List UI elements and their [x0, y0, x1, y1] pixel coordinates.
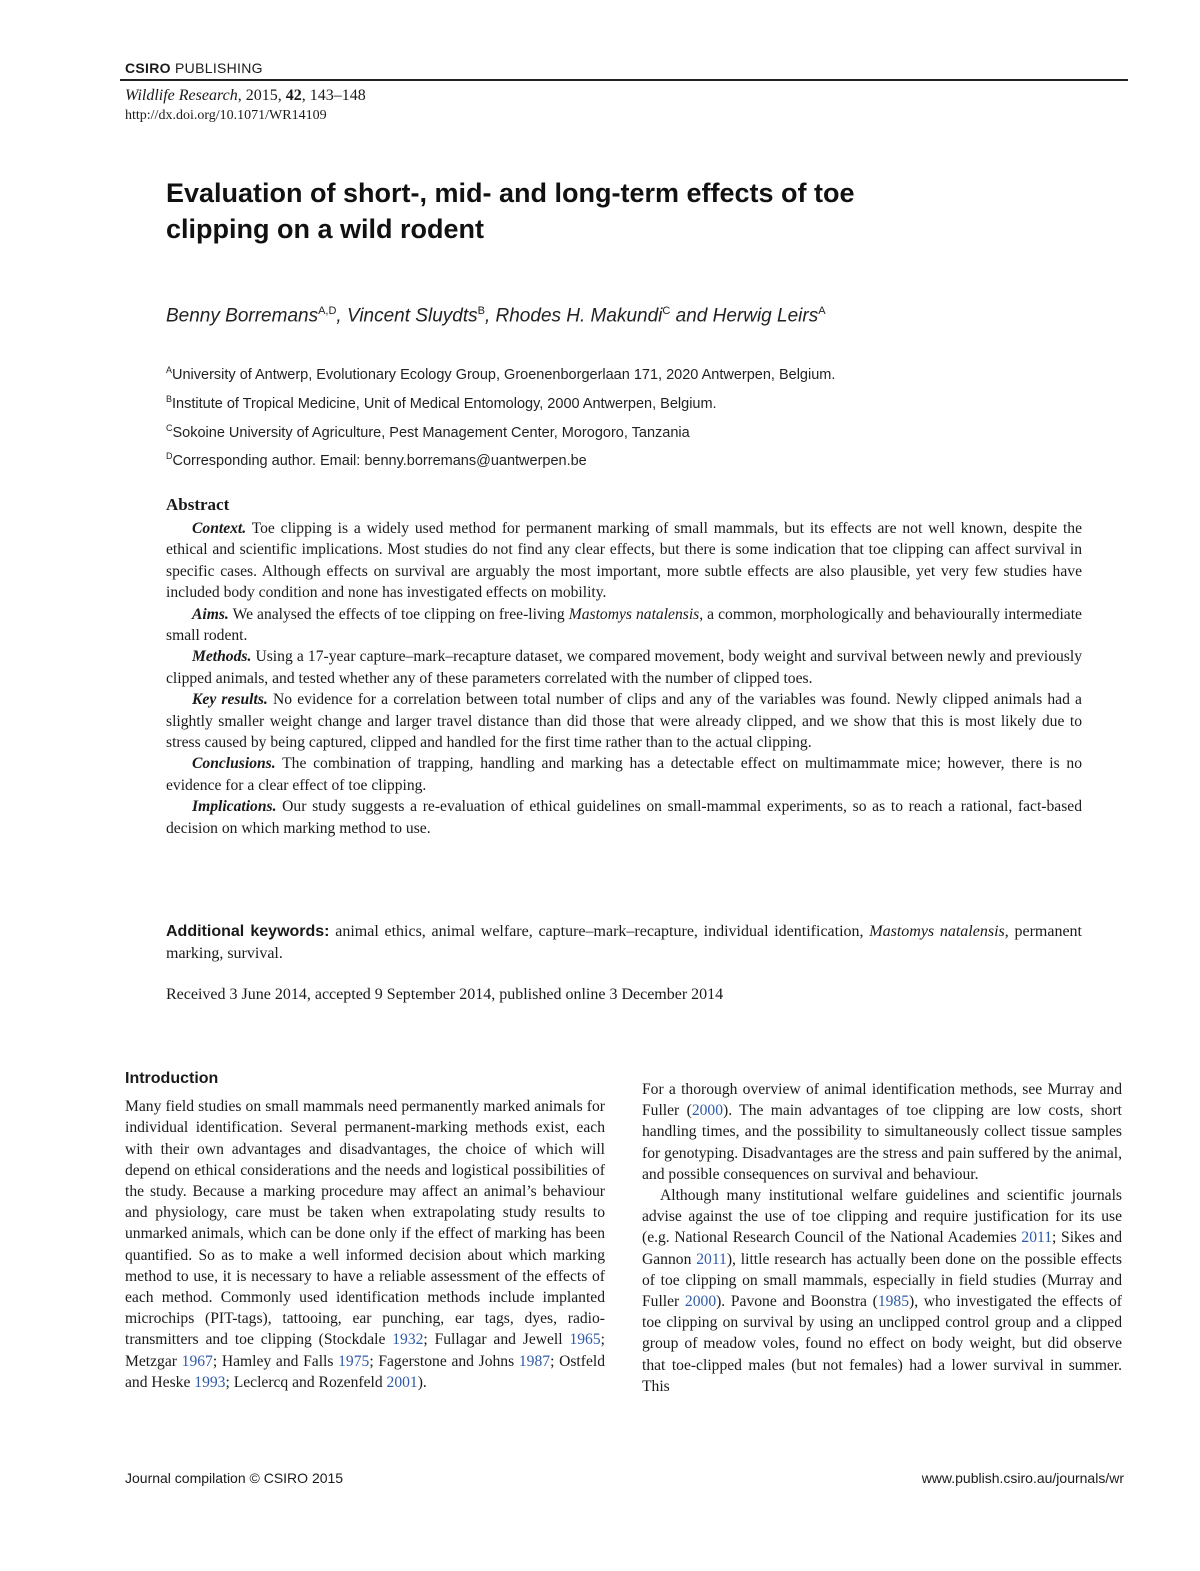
citation-link[interactable]: 1987	[518, 1352, 551, 1370]
abstract-aims: Aims. We analysed the effects of toe clipping on free-living Mastomys natalensis, a common, morphologically and behaviourally intermediate small rodent.	[166, 605, 1082, 645]
journal-volume: 42	[285, 87, 302, 104]
doi-link[interactable]: http://dx.doi.org/10.1071/WR14109	[125, 108, 327, 123]
footer-copyright: Journal compilation © CSIRO 2015	[125, 1470, 344, 1486]
publisher-bold: CSIRO	[125, 60, 171, 76]
affiliation-list	[166, 358, 835, 473]
intro-paragraph: Many field studies on small mammals need permanently marked animals for individual identification. Several permanent-marking methods exist, each with their own advantages and disadvantages, the choice of which will depend on ethical considerations and the needs and logistical possibilities of the study. Because a marking procedure may affect an animal’s behaviour and physiology, care must be taken when extrapolating study results to unmarked animals, which can be done only if the effect of marking has been quantified. So as to make a well informed decision about which marking method to use, it is necessary to have a reliable assessment of the effects of each method. Commonly used identification methods include implanted microchips (PIT-tags), tattooing, ear punching, ear tags, dyes, radio-transmitters and toe clipping (Stockdale 1932; Fullagar and Jewell 1965; Metzgar 1967; Hamley and Falls 1975; Fagerstone and Johns 1987; Ostfeld and Heske 1993; Leclercq and Rozenfeld 2001).	[125, 1098, 605, 1391]
abstract-heading: Abstract	[166, 495, 230, 514]
affiliation: $^B$Institute of Tropical Medicine, Unit of Medical Entomology, 2000 Antwerpen, Belgium.	[166, 393, 717, 412]
intro-left-column	[125, 1068, 605, 1393]
citation-link[interactable]: 1985	[877, 1293, 910, 1311]
publisher-name	[125, 60, 263, 76]
intro-paragraph: Although many institutional welfare guidelines and scientific journals advise against the use of toe clipping and require justification for its use (e.g. National Research Council of the National Academies 2011; Sikes and Gannon 2011), little research has actually been done on the possible effects of toe clipping on small mammals, especially in field studies (Murray and Fuller 2000). Pavone and Boonstra (1985), who investigated the effects of toe clipping on survival by using an unclipped control group and a clipped group of meadow voles, found no effect on body weight, but did observe that toe-clipped males (but not females) had a lower survival in summer. This	[642, 1187, 1123, 1395]
author-name: Herwig Leirs	[712, 305, 819, 327]
paper-title: Evaluation of short-, mid- and long-term effects of toe clipping on a wild rodent	[166, 178, 855, 244]
footer-journal-url[interactable]: www.publish.csiro.au/journals/wr	[921, 1470, 1124, 1486]
citation-link[interactable]: 2000	[691, 1102, 723, 1120]
abstract-key-results: Key results. No evidence for a correlation between total number of clips and any of the variables was found. Newly clipped animals had a slightly smaller weight change and larger travel distance than did those that were already clipped, and we show that this is most likely due to stress caused by being captured, clipped and handled for the first time rather than to the actual clipping.	[166, 691, 1082, 752]
abstract-implications: Implications. Our study suggests a re-evaluation of ethical guidelines on small-mammal experiments, so as to reach a rational, fact-based decision on which marking method to use.	[166, 798, 1082, 837]
affiliation[interactable]: $^D$Corresponding author. Email: benny.borremans@uantwerpen.be	[166, 451, 587, 470]
intro-right-column	[642, 1079, 1122, 1397]
journal-name: Wildlife Research	[125, 87, 238, 104]
author-name: Benny Borremans	[166, 305, 319, 327]
citation-link[interactable]: 1967	[181, 1352, 213, 1370]
citation-link[interactable]: 2001	[386, 1373, 418, 1391]
author-name: Vincent Sluydts	[346, 305, 478, 327]
abstract-methods: Methods. Using a 17-year capture–mark–recapture dataset, we compared movement, body weight and survival between newly and previously clipped animals, and tested whether any of these parameters correlated with the number of clipped toes.	[166, 648, 1082, 687]
citation-link[interactable]: 2000	[684, 1293, 717, 1311]
citation-link[interactable]: 1975	[338, 1352, 370, 1370]
citation-link[interactable]: 1932	[392, 1331, 424, 1349]
additional-keywords: Additional keywords: animal ethics, animal welfare, capture–mark–recapture, individual identification, Mastomys natalensis, permanent marking, survival.	[166, 923, 1083, 962]
abstract-context: Context. Toe clipping is a widely used method for permanent marking of small mammals, but its effects are not well known, despite the ethical and scientific implications. Most studies do not find any clear effects, but there is some indication that toe clipping can affect survival in specific cases. Although effects on survival are arguably the most important, more subtle effects are also plausible, yet very few studies have included body condition and none has investigated effects on mobility.	[166, 520, 1082, 602]
citation-link[interactable]: 2011	[696, 1250, 727, 1268]
affiliation: $^C$Sokoine University of Agriculture, Pest Management Center, Morogoro, Tanzania	[166, 422, 690, 441]
journal-citation: Wildlife Research, 2015, 42, 143–148	[125, 87, 366, 104]
citation-link[interactable]: 2011	[1021, 1229, 1053, 1247]
introduction-heading: Introduction	[125, 1070, 219, 1087]
abstract-body	[166, 518, 1082, 839]
intro-paragraph: For a thorough overview of animal identification methods, see Murray and Fuller (2000). The main advantages of toe clipping are low costs, short handling times, and the possibility to simultaneously collect tissue samples for genotyping. Disadvantages are the stress and pain suffered by the animal, and possible consequences on survival and behaviour.	[642, 1081, 1122, 1183]
author-name: Rhodes H. Makundi	[495, 305, 663, 327]
author-list: Benny Borremans$^{A,D}$, Vincent Sluydts$^B$, Rhodes H. Makundi$^C$ and Herwig Leirs$^A$	[166, 305, 826, 327]
abstract-conclusions: Conclusions. The combination of trapping, handling and marking has a detectable effect on multimammate mice; however, there is no evidence for a clear effect of toe clipping.	[166, 755, 1082, 794]
citation-link[interactable]: 1993	[194, 1373, 226, 1391]
citation-link[interactable]: 1965	[569, 1331, 601, 1349]
header-rule	[120, 79, 1128, 81]
received-dates: Received 3 June 2014, accepted 9 September 2014, published online 3 December 2014	[166, 986, 724, 1003]
publisher-rest: PUBLISHING	[175, 60, 263, 76]
affiliation: $^A$University of Antwerp, Evolutionary Ecology Group, Groenenborgerlaan 171, 2020 Antwerpen, Belgium.	[166, 365, 836, 383]
